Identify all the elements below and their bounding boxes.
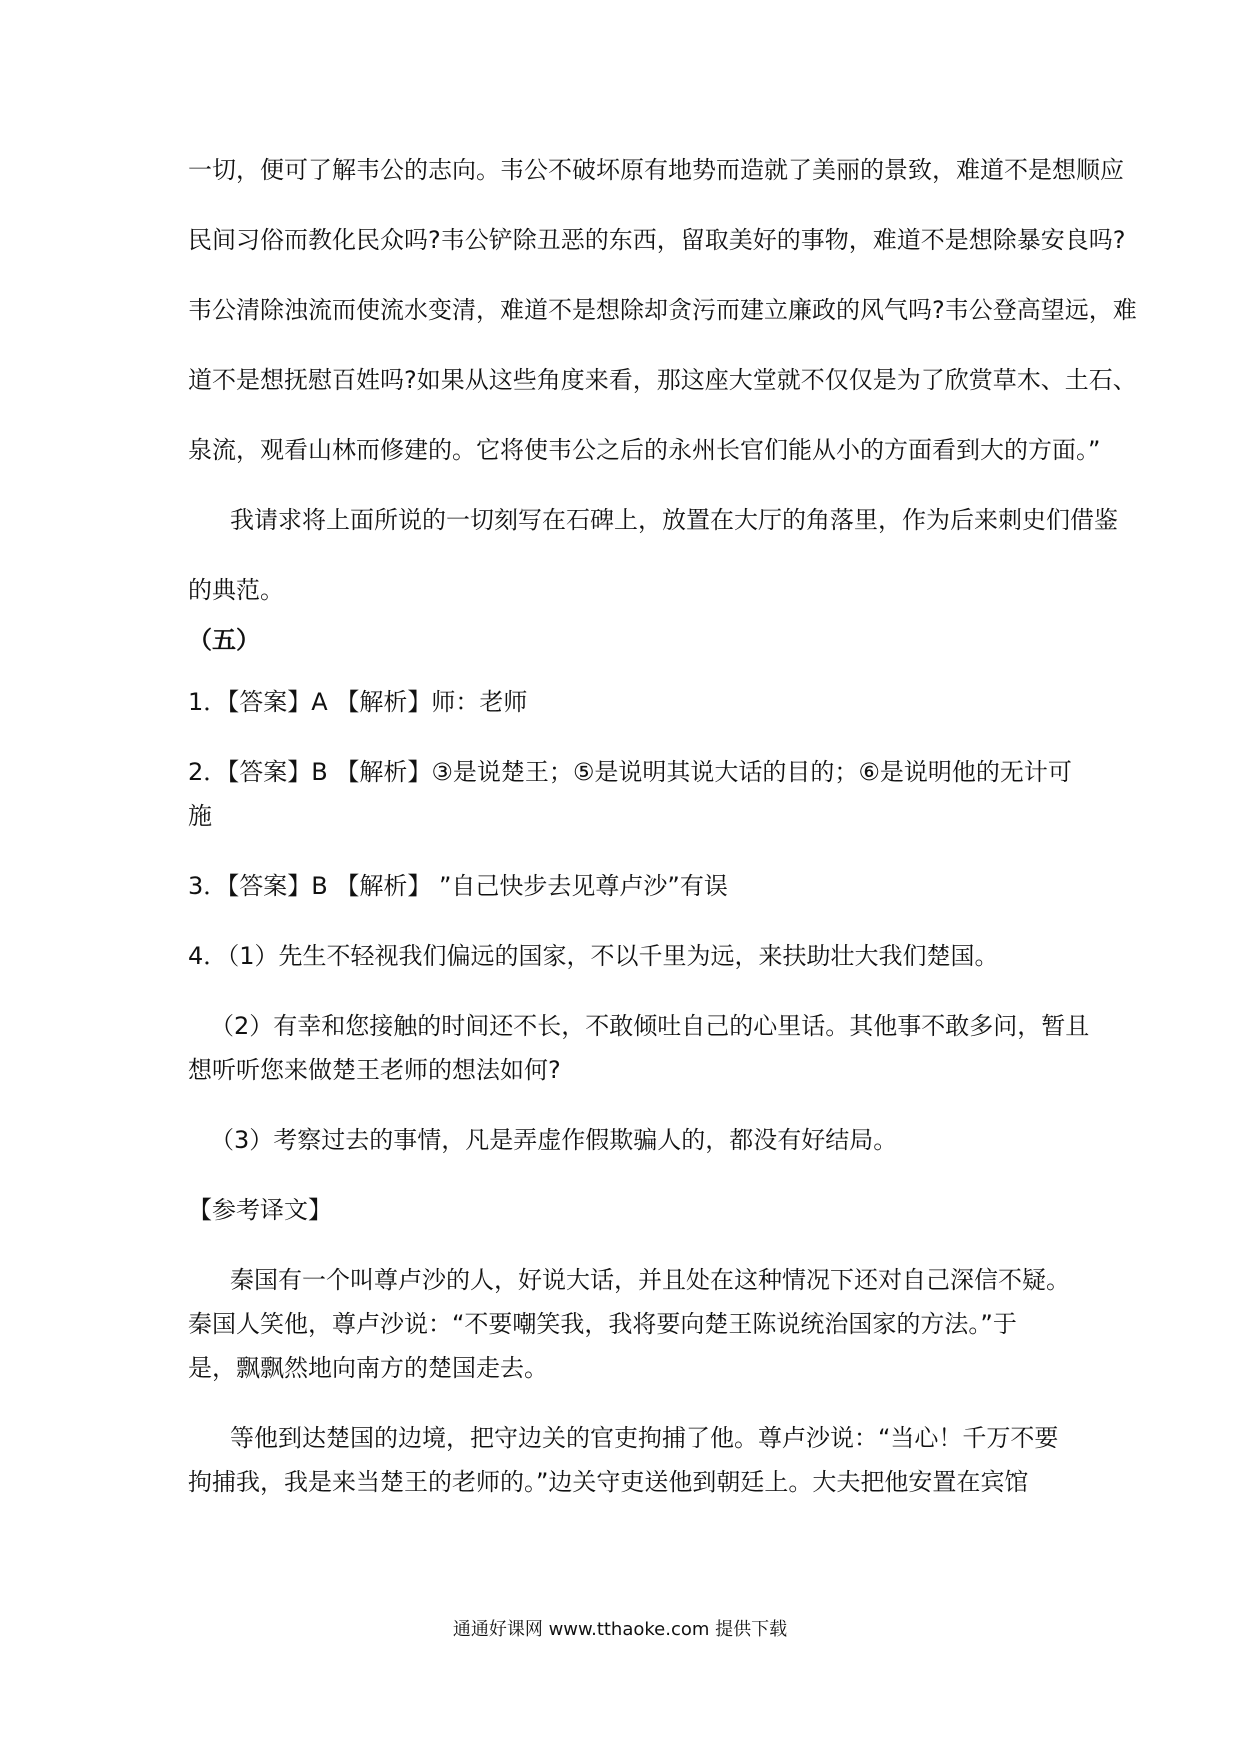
- text-line: 等他到达楚国的边境，把守边关的官吏拘捕了他。尊卢沙说：“当心！千万不要: [230, 1424, 1059, 1452]
- text-line: 民间习俗而教化民众吗?韦公铲除丑恶的东西，留取美好的事物，难道不是想除暴安良吗?: [188, 226, 1126, 254]
- answer-line: （2）有幸和您接触的时间还不长，不敢倾吐自己的心里话。其他事不敢多问，暂且: [210, 1012, 1090, 1040]
- text-line: 秦国有一个叫尊卢沙的人，好说大话，并且处在这种情况下还对自己深信不疑。: [230, 1266, 1070, 1294]
- answer-line: （3）考察过去的事情，凡是弄虚作假欺骗人的，都没有好结局。: [210, 1126, 898, 1154]
- answer-line: 2．【答案】B 【解析】③是说楚王；⑤是说明其说大话的目的；⑥是说明他的无计可: [188, 758, 1072, 786]
- section-heading: 【参考译文】: [188, 1196, 332, 1224]
- answer-line: 4．（1）先生不轻视我们偏远的国家，不以千里为远，来扶助壮大我们楚国。: [188, 942, 999, 970]
- page-footer: 通通好课网 www.tthaoke.com 提供下载: [452, 1619, 788, 1640]
- answer-line: 1．【答案】A 【解析】师：老师: [188, 688, 528, 716]
- text-line: 一切，便可了解韦公的志向。韦公不破坏原有地势而造就了美丽的景致，难道不是想顺应: [188, 156, 1124, 184]
- text-line: 拘捕我，我是来当楚王的老师的。”边关守吏送他到朝廷上。大夫把他安置在宾馆: [188, 1468, 1029, 1496]
- text-line: 道不是想抚慰百姓吗?如果从这些角度来看，那这座大堂就不仅仅是为了欣赏草木、土石、: [188, 366, 1137, 394]
- text-line: 泉流，观看山林而修建的。它将使韦公之后的永州长官们能从小的方面看到大的方面。”: [188, 436, 1101, 464]
- answer-line: 3．【答案】B 【解析】 ”自己快步去见尊卢沙”有误: [188, 872, 728, 900]
- text-line: 的典范。: [188, 576, 284, 604]
- answer-line: 想听听您来做楚王老师的想法如何?: [188, 1056, 561, 1084]
- text-line: 秦国人笑他，尊卢沙说：“不要嘲笑我，我将要向楚王陈说统治国家的方法。”于: [188, 1310, 1017, 1338]
- section-heading: （五）: [188, 626, 260, 654]
- text-line: 是，飘飘然地向南方的楚国走去。: [188, 1354, 548, 1382]
- text-line: 韦公清除浊流而使流水变清，难道不是想除却贪污而建立廉政的风气吗?韦公登高望远，难: [188, 296, 1137, 324]
- text-line: 我请求将上面所说的一切刻写在石碑上，放置在大厅的角落里，作为后来刺史们借鉴: [230, 506, 1118, 534]
- answer-line: 施: [188, 802, 212, 830]
